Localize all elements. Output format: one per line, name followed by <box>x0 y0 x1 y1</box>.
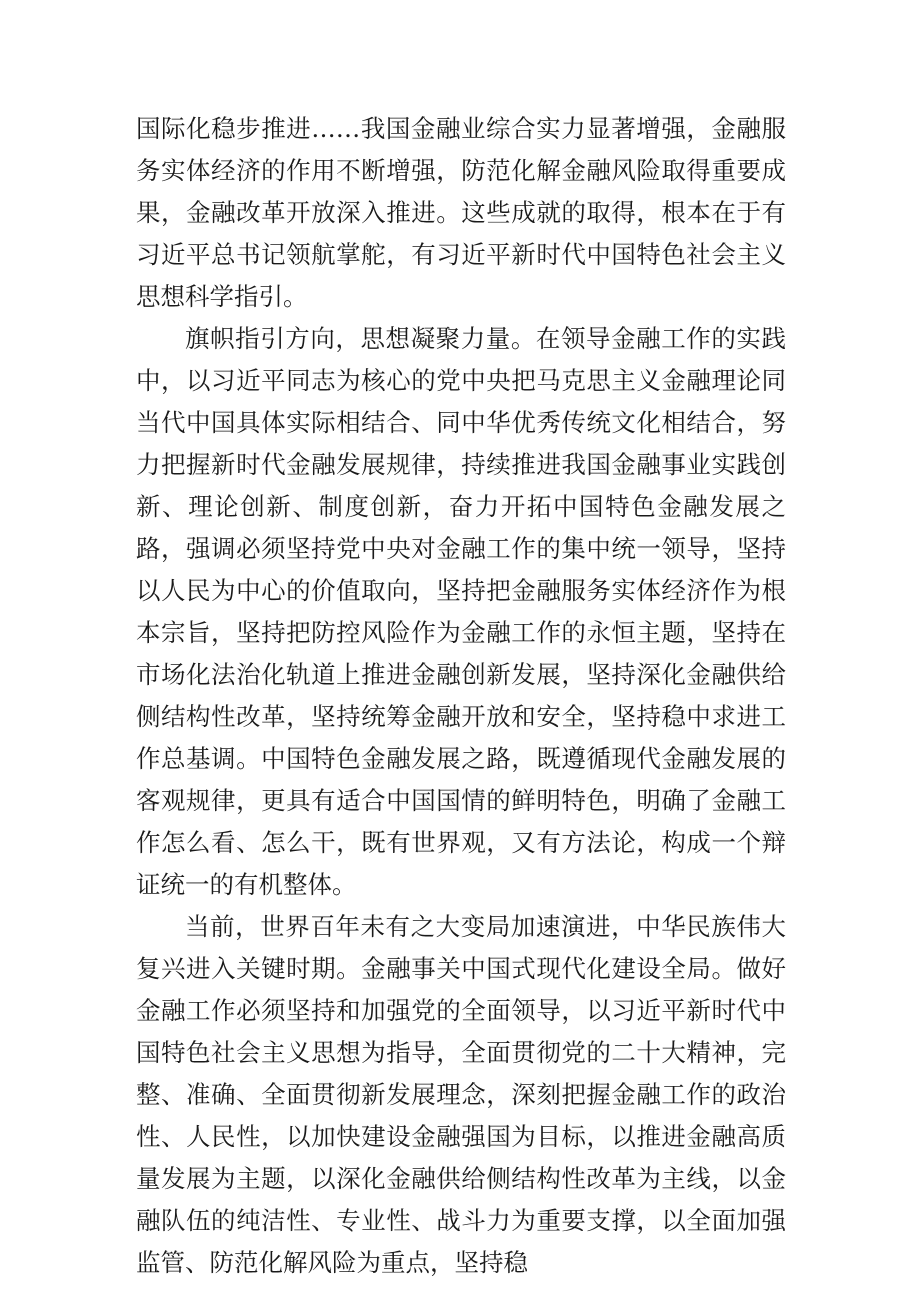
paragraph-1: 国际化稳步推进……我国金融业综合实力显著增强，金融服务实体经济的作用不断增强，防范化解金融风险取得重要成果，金融改革开放深入推进。这些成就的取得，根本在于有习近平总书记领航掌舵，有习近平新时代中国特色社会主义思想科学指引。 <box>136 114 786 311</box>
paragraph-2: 旗帜指引方向，思想凝聚力量。在领导金融工作的实践中，以习近平同志为核心的党中央把马克思主义金融理论同当代中国具体实际相结合、同中华优秀传统文化相结合，努力把握新时代金融发展规律，持续推进我国金融事业实践创新、理论创新、制度创新，奋力开拓中国特色金融发展之路，强调必须坚持党中央对金融工作的集中统一领导，坚持以人民为中心的价值取向，坚持把金融服务实体经济作为根本宗旨，坚持把防控风险作为金融工作的永恒主题，坚持在市场化法治化轨道上推进金融创新发展，坚持深化金融供给侧结构性改革，坚持统筹金融开放和安全，坚持稳中求进工作总基调。中国特色金融发展之路，既遵循现代金融发展的客观规律，更具有适合中国国情的鲜明特色，明确了金融工作怎么看、怎么干，既有世界观，又有方法论，构成一个辩证统一的有机整体。 <box>136 324 786 899</box>
paragraph-3: 当前，世界百年未有之大变局加速演进，中华民族伟大复兴进入关键时期。金融事关中国式现代化建设全局。做好金融工作必须坚持和加强党的全面领导，以习近平新时代中国特色社会主义思想为指导，全面贯彻党的二十大精神，完整、准确、全面贯彻新发展理念，深刻把握金融工作的政治性、人民性，以加快建设金融强国为目标，以推进金融高质量发展为主题，以深化金融供给侧结构性改革为主线，以金融队伍的纯洁性、专业性、战斗力为重要支撑，以全面加强监管、防范化解风险为重点，坚持稳 <box>136 912 786 1277</box>
body-text <box>136 108 786 1284</box>
